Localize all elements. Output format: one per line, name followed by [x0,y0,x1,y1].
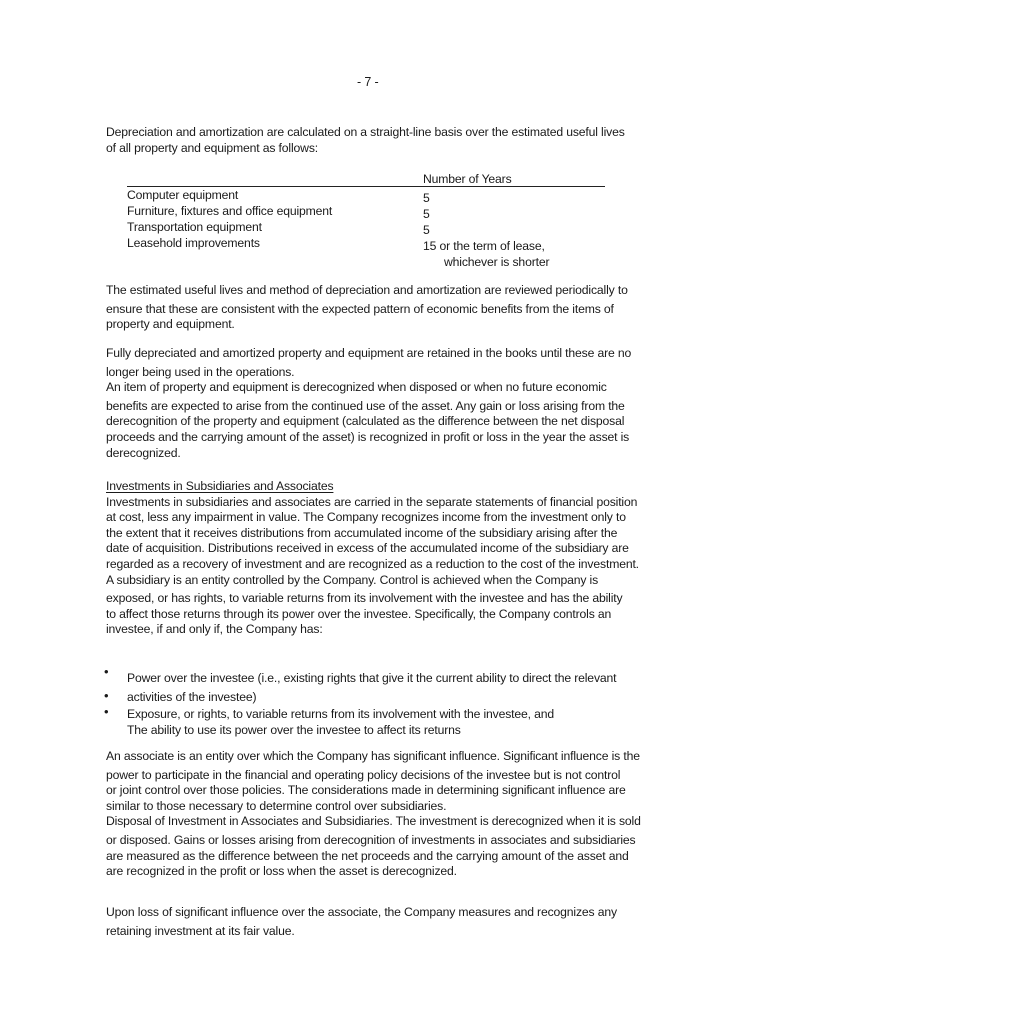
useful-lives-table [127,172,605,269]
text-line: similar to those necessary to determine control over subsidiaries. [106,798,447,813]
bullet-icon: • [104,688,109,703]
asset-class: Transportation equipment [127,220,262,234]
text-line: ensure that these are consistent with the expected pattern of economic benefits from the items of [106,301,614,316]
text-line: derecognition of the property and equipment (calculated as the difference between the net disposal [106,414,625,429]
text-line: proceeds and the carrying amount of the asset) is recognized in profit or loss in the year the asset is [106,429,630,444]
derecognition-paragraph [106,346,656,461]
bullet-icon: • [104,664,109,679]
list-item: activities of the investee) [127,690,257,704]
text-line: retaining investment at its fair value. [106,923,295,938]
text-line: benefits are expected to arise from the continued use of the asset. Any gain or loss arising from the [106,398,625,413]
text-line: derecognized. [106,445,181,460]
useful-life: 5 [423,223,430,237]
text-line: An item of property and equipment is derecognized when disposed or when no future economic [106,380,607,395]
useful-life: 5 [423,207,430,221]
text-line: property and equipment. [106,317,235,332]
text-line: of all property and equipment as follows: [106,140,318,155]
useful-lives-paragraph [106,283,656,333]
loss-of-influence-paragraph [106,905,656,939]
text-line: the extent that it receives distributions from accumulated income of the subsidiary arising after the [106,525,618,540]
text-line: The estimated useful lives and method of depreciation and amortization are reviewed periodically to [106,283,628,297]
table-header-years: Number of Years [423,172,512,186]
text-line: power to participate in the financial and operating policy decisions of the investee but is not control [106,767,621,782]
investments-section [106,479,656,638]
text-line: longer being used in the operations. [106,364,295,379]
table-row [127,203,605,219]
table-row [127,219,605,235]
text-line: exposed, or has rights, to variable returns from its involvement with the investee and has the ability [106,591,623,606]
text-line: or joint control over those policies. The considerations made in determining significant influence are [106,783,626,798]
text-line: to affect those returns through its power over the investee. Specifically, the Company controls an [106,606,612,621]
list-item: Power over the investee (i.e., existing rights that give it the current ability to direct the relevant [127,671,617,685]
text-line: An associate is an entity over which the Company has significant influence. Significant influence is the [106,749,640,763]
intro-paragraph [106,125,656,156]
useful-life: 15 or the term of lease, [423,239,545,253]
text-line: Upon loss of significant influence over the associate, the Company measures and recognizes any [106,905,617,919]
useful-life: 5 [423,191,430,205]
asset-class: Computer equipment [127,188,239,202]
asset-class: Leasehold improvements [127,236,260,250]
table-row [127,235,605,269]
text-line: at cost, less any impairment in value. The Company recognizes income from the investment only to [106,510,626,525]
page-number: - 7 - [357,75,379,89]
list-item: The ability to use its power over the investee to affect its returns [127,723,461,737]
table-header-row [127,172,605,187]
text-line: are recognized in the profit or loss when the asset is derecognized. [106,864,457,879]
text-line: Depreciation and amortization are calculated on a straight-line basis over the estimated useful lives [106,125,625,139]
section-heading: Investments in Subsidiaries and Associates [106,479,334,493]
text-line: or disposed. Gains or losses arising from derecognition of investments in associates and subsidiaries [106,832,636,847]
text-line: Disposal of Investment in Associates and Subsidiaries. The investment is derecognized when it is sold [106,814,641,829]
associate-paragraph [106,749,656,880]
list-item: Exposure, or rights, to variable returns from its involvement with the investee, and [127,707,555,721]
text-line: Fully depreciated and amortized property and equipment are retained in the books until these are no [106,346,632,360]
text-line: date of acquisition. Distributions received in excess of the accumulated income of the subsidiary are [106,541,629,556]
asset-class: Furniture, fixtures and office equipment [127,204,333,218]
table-row [127,187,605,203]
text-line: investee, if and only if, the Company has: [106,622,323,637]
text-line: A subsidiary is an entity controlled by the Company. Control is achieved when the Company is [106,572,599,587]
useful-life-note: whichever is shorter [444,255,550,269]
text-line: are measured as the difference between the net proceeds and the carrying amount of the asset and [106,848,629,863]
bullet-icon: • [104,704,109,719]
text-line: Investments in subsidiaries and associates are carried in the separate statements of financial position [106,494,638,509]
text-line: regarded as a recovery of investment and are recognized as a reduction to the cost of the investment. [106,556,639,571]
